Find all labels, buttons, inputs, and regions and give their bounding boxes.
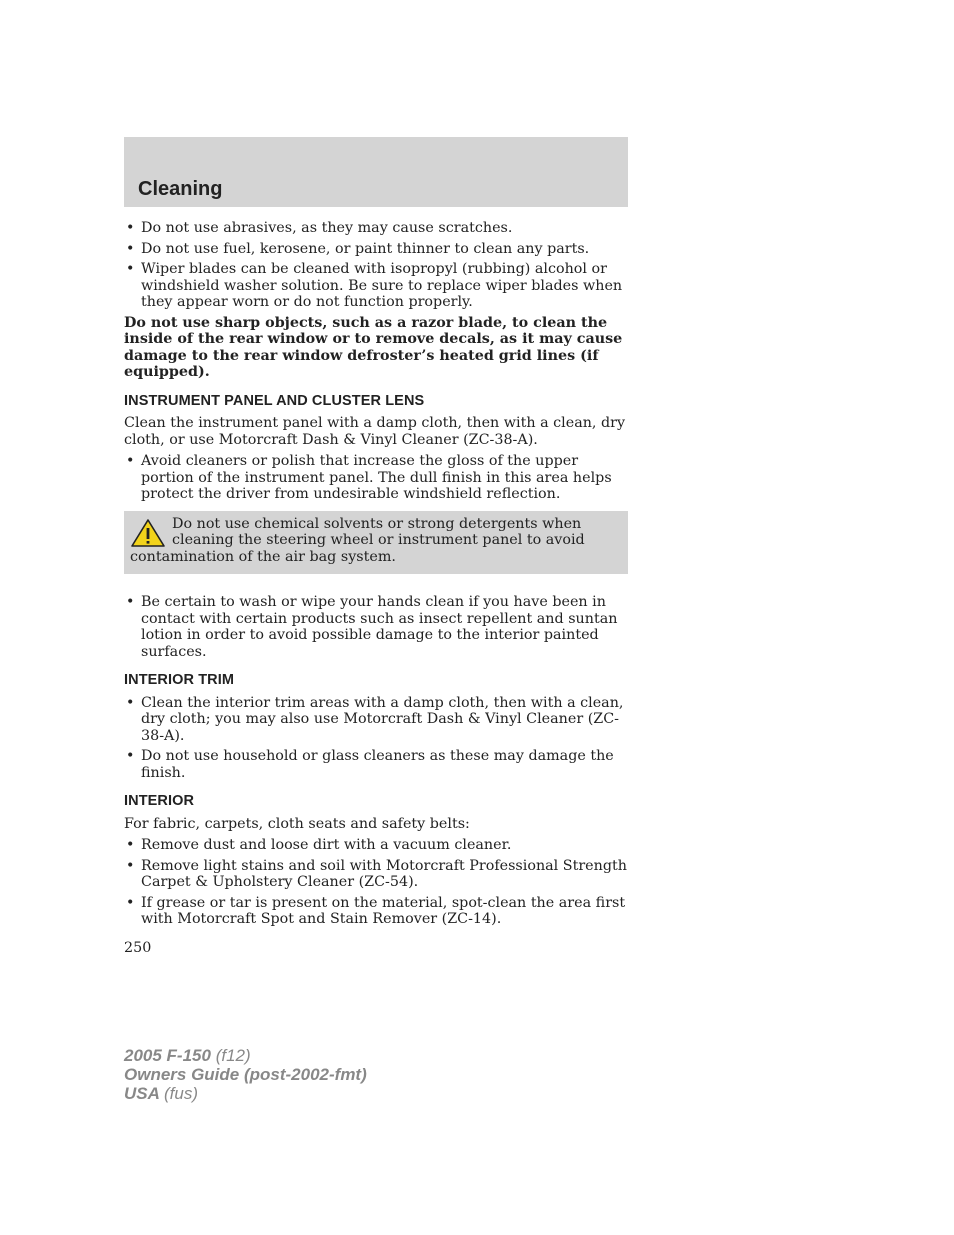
list-item: • Do not use household or glass cleaners as these may damage the finish. bbox=[124, 748, 628, 781]
footer-line-2 bbox=[124, 1065, 367, 1084]
heading-instrument-panel: INSTRUMENT PANEL AND CLUSTER LENS bbox=[124, 392, 425, 409]
heading-interior: INTERIOR bbox=[124, 793, 195, 809]
section-header-band bbox=[124, 137, 628, 207]
page-content bbox=[124, 220, 628, 956]
list-item: • Avoid cleaners or polish that increase the gloss of the upper portion of the instrument panel. The dull finish in this area helps protect the driver from undesirable windshield reflection. bbox=[124, 453, 628, 503]
list-item: • Remove light stains and soil with Motorcraft Professional Strength Carpet & Upholstery Cleaner (ZC-54). bbox=[124, 858, 628, 891]
list-item: • Clean the interior trim areas with a damp cloth, then with a clean, dry cloth; you may also use Motorcraft Dash & Vinyl Cleaner (ZC-38-A). bbox=[124, 695, 628, 745]
list-item: • If grease or tar is present on the material, spot-clean the area first with Motorcraft Spot and Stain Remover (ZC-14). bbox=[124, 895, 628, 928]
heading-interior-trim: INTERIOR TRIM bbox=[124, 672, 235, 688]
interior-intro: For fabric, carpets, cloth seats and safety belts: bbox=[124, 815, 470, 832]
instrument-after-bullet-list bbox=[124, 594, 628, 660]
footer-guide: Owners Guide (post-2002-fmt) bbox=[124, 1065, 367, 1084]
warning-text: Do not use chemical solvents or strong detergents when cleaning the steering wheel or instrument panel to avoid contamination of the air bag system. bbox=[130, 515, 585, 565]
footer-model: 2005 F-150 bbox=[124, 1046, 211, 1065]
footer-line-3 bbox=[124, 1084, 367, 1103]
page-number: 250 bbox=[124, 939, 152, 956]
interior-bullet-list bbox=[124, 837, 628, 928]
footer-model-code: (f12) bbox=[215, 1046, 251, 1065]
warning-box bbox=[124, 511, 628, 575]
list-item: • Do not use fuel, kerosene, or paint thinner to clean any parts. bbox=[124, 241, 628, 258]
trim-bullet-list bbox=[124, 695, 628, 782]
list-item: • Remove dust and loose dirt with a vacuum cleaner. bbox=[124, 837, 628, 854]
instrument-bullet-list bbox=[124, 453, 628, 503]
document-footer bbox=[124, 1046, 367, 1103]
footer-line-1 bbox=[124, 1046, 367, 1065]
footer-region-code: (fus) bbox=[164, 1084, 198, 1103]
warning-triangle-icon bbox=[130, 518, 166, 548]
list-item: • Wiper blades can be cleaned with isopropyl (rubbing) alcohol or windshield washer solution. Be sure to replace wiper blades when they appear worn or do not function properly. bbox=[124, 261, 628, 311]
instrument-intro: Clean the instrument panel with a damp cloth, then with a clean, dry cloth, or use Motorcraft Dash & Vinyl Cleaner (ZC-38-A). bbox=[124, 415, 626, 448]
footer-region: USA bbox=[124, 1084, 160, 1103]
page-title: Cleaning bbox=[138, 178, 223, 200]
list-item: • Do not use abrasives, as they may cause scratches. bbox=[124, 220, 628, 237]
bold-caution-text: Do not use sharp objects, such as a razor blade, to clean the inside of the rear window or to remove decals, as it may cause damage to the rear window defroster’s heated grid lines (if equipped). bbox=[124, 314, 623, 380]
intro-bullet-list bbox=[124, 220, 628, 311]
list-item: • Be certain to wash or wipe your hands clean if you have been in contact with certain products such as insect repellent and suntan lotion in order to avoid possible damage to the interior painted surfaces. bbox=[124, 594, 628, 660]
